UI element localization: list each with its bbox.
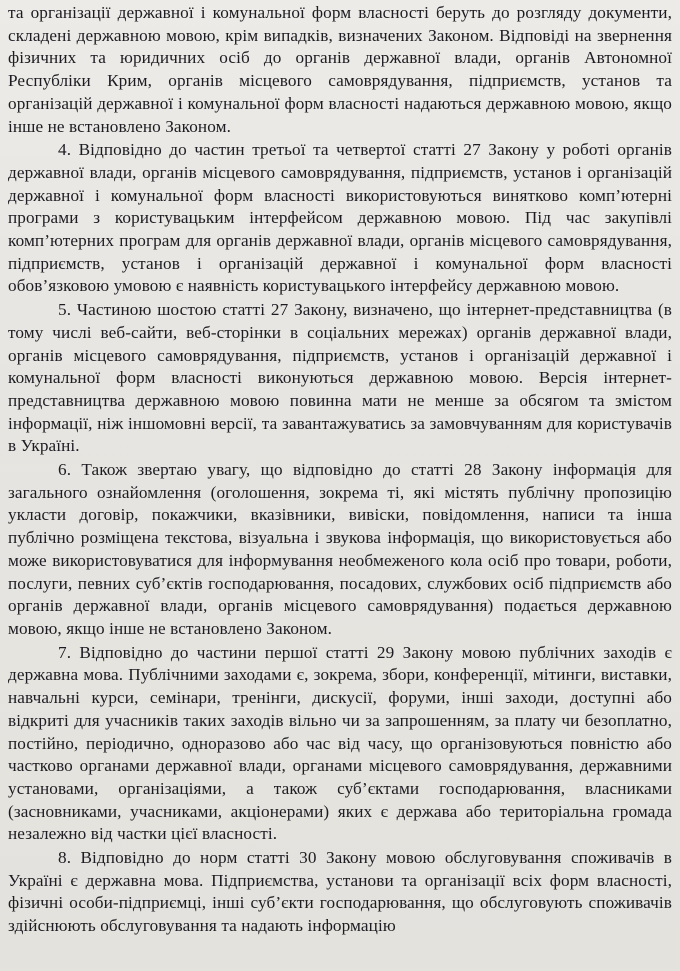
document-body xyxy=(8,2,672,938)
paragraph-6: 6. Також звертаю увагу, що відповідно до статті 28 Закону інформація для загального ознайомлення (оголошення, зокрема ті, які містять публічну пропозицію укласти договір, покажчики, вказівники, вивіски, повідомлення, написи та інша публічно розміщена текстова, візуальна і звукова інформація, що використовується або може використовуватися для інформування необмеженого кола осіб про товари, роботи, послуги, певних суб’єктів господарювання, посадових, службових осіб підприємств або органів державної влади, органів місцевого самоврядування) подається державною мовою, якщо інше не встановлено Законом. xyxy=(8,460,672,638)
paragraph-4: 4. Відповідно до частин третьої та четвертої статті 27 Закону у роботі органів державної влади, органів місцевого самоврядування, підприємств, установ і організацій державної і комунальної форм власності використовуються винятково комп’ютерні програми з користувацьким інтерфейсом державною мовою. Під час закупівлі комп’ютерних програм для органів державної влади, органів місцевого самоврядування, підприємств, установ і організацій державної і комунальної форм власності обов’язковою умовою є наявність користувацького інтерфейсу державною мовою. xyxy=(8,140,672,296)
paragraph-8: 8. Відповідно до норм статті 30 Закону мовою обслуговування споживачів в Україні є державна мова. Підприємства, установи та організації всіх форм власності, фізичні особи-підприємці, інші суб’єкти господарювання, що обслуговують споживачів здійснюють обслуговування та надають інформацію xyxy=(8,848,672,936)
paragraph-5: 5. Частиною шостою статті 27 Закону, визначено, що інтернет-представництва (в тому числі веб-сайти, веб-сторінки в соціальних мережах) органів державної влади, органів місцевого самоврядування, підприємств, установ і організацій державної і комунальної форм власності виконуються державною мовою. Версія інтернет-представництва державною мовою повинна мати не менше за обсягом та змістом інформації, ніж іншомовні версії, та завантажуватись за замовчуванням для користувачів в Україні. xyxy=(8,300,672,456)
paragraph-7: 7. Відповідно до частини першої статті 29 Закону мовою публічних заходів є державна мова. Публічними заходами є, зокрема, збори, конференції, мітинги, виставки, навчальні курси, семінари, тренінги, дискусії, форуми, інші заходи, доступні або відкриті для учасників таких заходів вільно чи за запрошенням, за плату чи безоплатно, постійно, періодично, одноразово або час від часу, що організовуються повністю або частково органами державної влади, органами місцевого самоврядування, державними установами, організаціями, а також суб’єктами господарювання, власниками (засновниками, учасниками, акціонерами) яких є держава або територіальна громада незалежно від частки цієї власності. xyxy=(8,642,672,844)
paragraph-continuation: та організації державної і комунальної форм власності беруть до розгляду документи, складені державною мовою, крім випадків, визначених Законом. Відповіді на звернення фізичних та юридичних осіб до органів державної влади, органів Автономної Республіки Крим, органів місцевого самоврядування, підприємств, установ та організацій державної і комунальної форм власності надаються державною мовою, якщо інше не встановлено Законом. xyxy=(8,3,672,136)
